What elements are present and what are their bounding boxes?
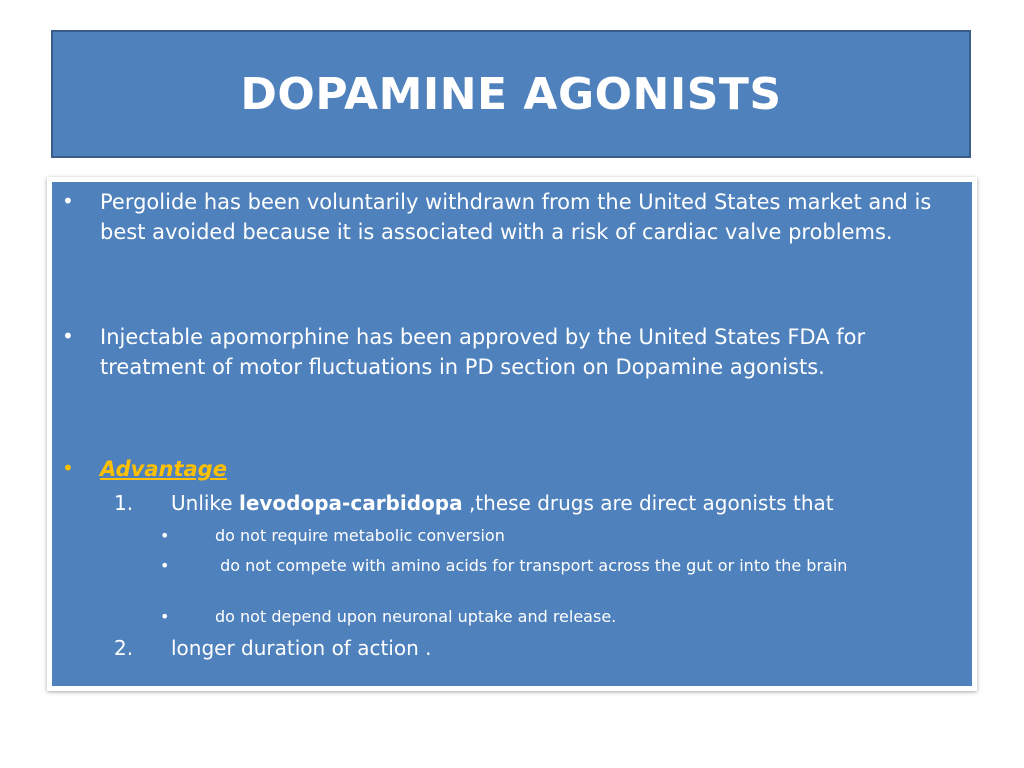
bullet-text: Injectable apomorphine has been approved by the United States FDA for treatment of motor fluctuations in PD section on Dopamine agonists.	[100, 325, 866, 379]
title-box	[51, 30, 971, 158]
content-frame	[47, 177, 977, 691]
number-marker: 2.	[114, 636, 134, 660]
text-prefix: Unlike	[171, 491, 239, 515]
advantage-text	[171, 488, 951, 518]
bold-term: levodopa-carbidopa	[238, 491, 463, 515]
content-box	[52, 182, 972, 686]
sub-bullet-marker: •	[160, 526, 170, 545]
bullet-marker: •	[62, 189, 74, 213]
sub-bullet-text: do not require metabolic conversion	[215, 526, 505, 545]
sub-bullet-text: do not compete with amino acids for transport across the gut or into the brain	[215, 556, 848, 575]
sub-bullet-marker: •	[160, 556, 170, 575]
advantage-heading: Advantage	[100, 457, 227, 481]
bullet-text: Pergolide has been voluntarily withdrawn from the United States market and is best avoided because it is associated with a risk of cardiac valve problems.	[100, 190, 932, 244]
text-suffix: ,these drugs are direct agonists that	[462, 491, 834, 515]
bullet-marker: •	[62, 456, 74, 480]
sub-bullet-marker: •	[160, 607, 170, 626]
advantage-text: longer duration of action .	[171, 636, 432, 660]
bullet-marker: •	[62, 324, 74, 348]
slide-title: DOPAMINE AGONISTS	[240, 68, 782, 120]
sub-bullet-text: do not depend upon neuronal uptake and release.	[215, 607, 617, 626]
number-marker: 1.	[114, 491, 134, 515]
